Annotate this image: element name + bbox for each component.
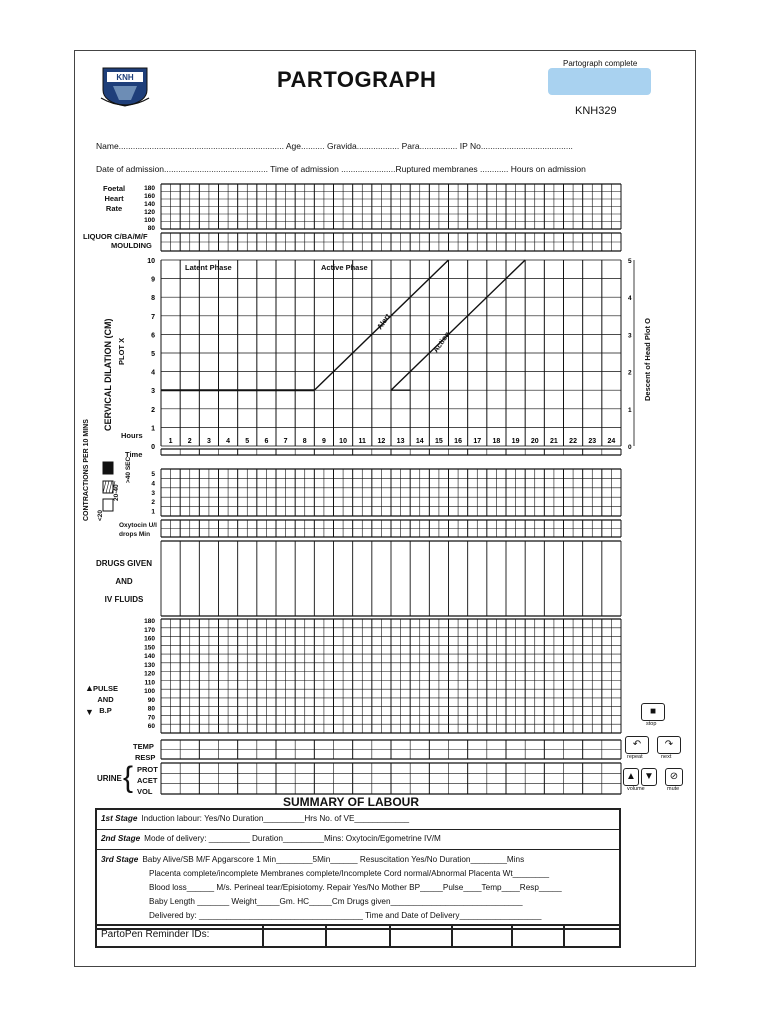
reminder-label: PartoPen Reminder IDs:: [101, 929, 210, 940]
reminder-cell[interactable]: [451, 926, 453, 946]
reminder-cell[interactable]: [563, 926, 565, 946]
pulse-tick: 150: [144, 644, 155, 652]
cervix-tick: 5: [151, 351, 155, 358]
partograph-sheet: [74, 50, 696, 967]
hour-number: 1: [168, 438, 173, 445]
hour-number: 2: [187, 438, 192, 445]
fhr-tick: 140: [144, 201, 155, 208]
hour-number: 22: [569, 438, 577, 445]
oxytocin-label: Oxytocin U/l drops Min: [119, 522, 157, 538]
contraction-key-1: <20: [97, 509, 104, 521]
hour-number: 5: [245, 438, 250, 445]
stop-icon: ■: [649, 706, 657, 717]
partograph-complete-label: Partograph complete: [563, 59, 638, 68]
svg-text:KNH: KNH: [116, 73, 134, 82]
contraction-tick: 3: [151, 489, 155, 497]
descent-tick: 5: [628, 258, 632, 265]
pulse-tick: 110: [144, 679, 155, 687]
reminder-cell[interactable]: [389, 926, 391, 946]
volume-up-button[interactable]: [623, 768, 639, 786]
cervix-tick: 7: [151, 313, 155, 321]
fhr-tick: 120: [144, 209, 155, 216]
liquor-label: LIQUOR C/BA/M/F: [83, 232, 148, 241]
summary-title: SUMMARY OF LABOUR: [283, 795, 419, 809]
descent-label: Descent of Head Plot O: [643, 318, 652, 401]
hour-number: 6: [264, 438, 269, 445]
mute-icon: ⊘: [669, 771, 679, 782]
plot-x-label: PLOT X: [117, 337, 126, 365]
contraction-key-2: 20-40: [113, 484, 120, 501]
next-button[interactable]: [657, 736, 681, 754]
cervix-tick: 2: [151, 406, 155, 414]
hour-number: 12: [377, 438, 386, 445]
alert-line-label: Alert: [375, 311, 393, 332]
pulse-bp-label: PULSE AND B.P: [93, 684, 119, 715]
hour-number: 23: [588, 438, 597, 445]
page-title: PARTOGRAPH: [277, 67, 437, 92]
hour-number: 14: [415, 438, 424, 445]
time-label: Time: [125, 450, 143, 459]
pulse-tick: 160: [144, 635, 155, 643]
stage3-delivered-row[interactable]: Delivered by: ____________________________________ Time and Date of Delivery__________________: [149, 911, 542, 920]
mute-button[interactable]: [665, 768, 683, 786]
cervix-tick: 9: [151, 276, 155, 284]
pulse-tick: 70: [147, 714, 155, 722]
volume-down-icon: ▼: [644, 771, 654, 782]
action-line-label: Action: [431, 329, 452, 355]
pulse-tick: 130: [144, 661, 155, 669]
contraction-tick: 5: [151, 471, 155, 478]
moulding-label: MOULDING: [111, 241, 152, 250]
volume-up-icon: ▲: [626, 771, 636, 782]
stop-button[interactable]: [641, 703, 665, 721]
resp-label: RESP: [135, 753, 156, 762]
hour-number: 15: [435, 438, 443, 445]
hour-number: 4: [226, 438, 231, 445]
contraction-key-swatch: [103, 499, 113, 511]
hour-number: 24: [607, 438, 616, 445]
descent-tick: 4: [628, 295, 632, 303]
form-number: KNH329: [575, 105, 617, 117]
pulse-tick: 100: [144, 688, 155, 696]
repeat-icon: ↶: [632, 739, 642, 750]
hour-number: 16: [454, 438, 462, 445]
hour-number: 8: [302, 438, 307, 445]
volume-label: volume: [627, 786, 645, 792]
temp-label: TEMP: [133, 742, 154, 751]
active-phase-label: Active Phase: [321, 263, 368, 272]
cervix-tick: 8: [151, 295, 155, 303]
contraction-tick: 2: [151, 499, 155, 507]
hour-number: 9: [321, 438, 326, 445]
hour-number: 20: [530, 438, 539, 445]
pulse-tick: 170: [144, 626, 155, 634]
stage1-row[interactable]: 1st Stage Induction labour: Yes/No Duration_________Hrs No. of VE____________: [101, 814, 410, 823]
reminder-cell[interactable]: [325, 926, 327, 946]
contraction-key-3: >40 SEC: [125, 456, 132, 483]
stage3-bloodloss-row[interactable]: Blood loss______ M/s. Perineal tear/Episiotomy. Repair Yes/No Mother BP_____Pulse____Temp____Resp_____: [149, 883, 562, 892]
hours-label: Hours: [121, 431, 143, 440]
cervix-tick: 0: [151, 444, 155, 451]
hour-number: 19: [511, 438, 520, 445]
pulse-arrow-up-icon: ▲: [85, 683, 94, 693]
next-icon: ↷: [664, 739, 674, 750]
admission-info-line[interactable]: Date of admission............................................ Time of admission .......................Ruptured membranes ............ Hours on admission: [96, 164, 586, 174]
stage3-baby-row[interactable]: Baby Length _______ Weight_____Gm. HC_____Cm Drugs given_____________________________: [149, 897, 523, 906]
reminder-ids-row: [95, 924, 621, 948]
pulse-tick: 120: [144, 670, 155, 678]
contraction-key-swatch: [103, 462, 113, 474]
cervix-tick: 10: [147, 258, 155, 265]
pulse-tick: 140: [144, 653, 155, 661]
hour-number: 21: [550, 438, 558, 445]
descent-tick: 2: [628, 369, 632, 377]
cervix-tick: 4: [151, 369, 155, 377]
patient-info-line[interactable]: Name...................................................................... Age.......... Gravida.................. Para................ IP No.......................................: [96, 141, 573, 151]
pulse-arrow-down-icon: ▼: [85, 707, 94, 717]
stage3-placenta-row[interactable]: Placenta complete/incomplete Membranes complete/Incomplete Cord normal/Abnormal Placenta Wt________: [149, 869, 550, 878]
descent-tick: 0: [628, 444, 632, 451]
fhr-tick: 80: [147, 225, 155, 232]
descent-tick: 3: [628, 332, 632, 340]
hour-number: 3: [206, 438, 211, 445]
stop-label: stop: [646, 721, 657, 727]
latent-phase-label: Latent Phase: [185, 263, 232, 272]
contractions-label: CONTRACTIONS PER 10 MINS: [83, 419, 90, 521]
reminder-cell[interactable]: [262, 926, 264, 946]
hour-number: 17: [473, 438, 482, 445]
cervix-tick: 1: [151, 425, 155, 433]
hour-number: 7: [283, 438, 288, 445]
volume-down-button[interactable]: [641, 768, 657, 786]
urine-items: PROT ACET VOL: [137, 765, 158, 796]
hour-number: 18: [492, 438, 501, 445]
cervical-dilation-label: CERVICAL DILATION (CM): [103, 318, 113, 431]
action-line: [391, 260, 525, 390]
fhr-tick: 180: [144, 185, 155, 192]
reminder-cell[interactable]: [511, 926, 513, 946]
urine-brace-icon: {: [123, 761, 134, 794]
hour-number: 13: [396, 438, 405, 445]
cervix-tick: 3: [151, 388, 155, 396]
pulse-tick: 60: [147, 723, 155, 731]
mute-label: mute: [667, 786, 680, 792]
pulse-tick: 90: [147, 696, 155, 704]
hour-number: 11: [358, 438, 366, 445]
contraction-tick: 4: [151, 480, 155, 488]
summary-box: [95, 808, 621, 930]
fhr-tick: 160: [144, 193, 155, 200]
drugs-label: DRUGS GIVEN AND IV FLUIDS: [95, 559, 152, 604]
next-label: next: [661, 754, 672, 760]
repeat-label: repeat: [627, 754, 643, 760]
fhr-label: Foetal Heart Rate: [103, 184, 126, 213]
contraction-tick: 1: [151, 508, 155, 516]
repeat-button[interactable]: [625, 736, 649, 754]
urine-label: URINE: [97, 774, 122, 783]
fhr-tick: 100: [144, 217, 155, 224]
hour-number: 10: [339, 438, 347, 445]
pulse-tick: 180: [144, 618, 155, 625]
stage2-row[interactable]: 2nd Stage Mode of delivery: _________ Duration_________Mins: Oxytocin/Egometrine IV/M: [101, 834, 441, 843]
stage3-row[interactable]: 3rd Stage Baby Alive/SB M/F Apgarscore 1 Min________5Min______ Resuscitation Yes/No Duration________Mins: [101, 855, 525, 864]
descent-tick: 1: [628, 406, 632, 414]
cervix-tick: 6: [151, 332, 155, 340]
pulse-tick: 80: [147, 705, 155, 713]
